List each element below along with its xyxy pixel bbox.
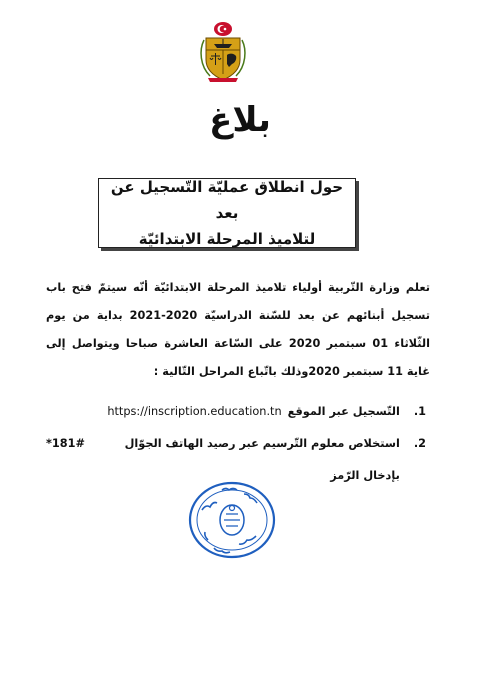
coat-of-arms-icon [196, 20, 250, 84]
step-number: 1. [413, 405, 426, 418]
ministry-stamp-icon [186, 480, 278, 560]
subtitle-box [98, 178, 356, 248]
subtitle-line-1: حول انطلاق عمليّة التّسجيل عن بعد [110, 178, 344, 222]
registration-link[interactable]: https://inscription.education.tn [107, 405, 282, 418]
step-text: استخلاص معلوم التّرسيم عبر رصيد الهاتف الجوّال بإدخال الرّمز [124, 437, 400, 482]
main-title: بلاغ [209, 100, 271, 140]
announcement-paragraph: تعلم وزارة التّربية أولياء تلاميذ المرحلة الابتدائيّة أنّه سيتمّ فتح باب تسجيل أبنائهم عن بعد للسّنة الدراسيّة 2020-2021 بداية من يوم الثّلاثاء 01 سبتمبر 2020 على السّاعة العاشرة صباحا ويتواصل إلى غاية 11 سبتمبر 2020وذلك باتّباع المراحل التّالية : [46, 281, 431, 378]
step-text: التّسجيل عبر الموقع [287, 405, 400, 418]
step-number: 2. [413, 437, 426, 450]
steps-list [46, 396, 430, 492]
announcement-body [46, 274, 430, 492]
step-item-1 [46, 396, 430, 428]
subtitle-line-2: لتلاميذ المرحلة الابتدائيّة [138, 230, 316, 248]
payment-code: *181# [46, 437, 85, 450]
